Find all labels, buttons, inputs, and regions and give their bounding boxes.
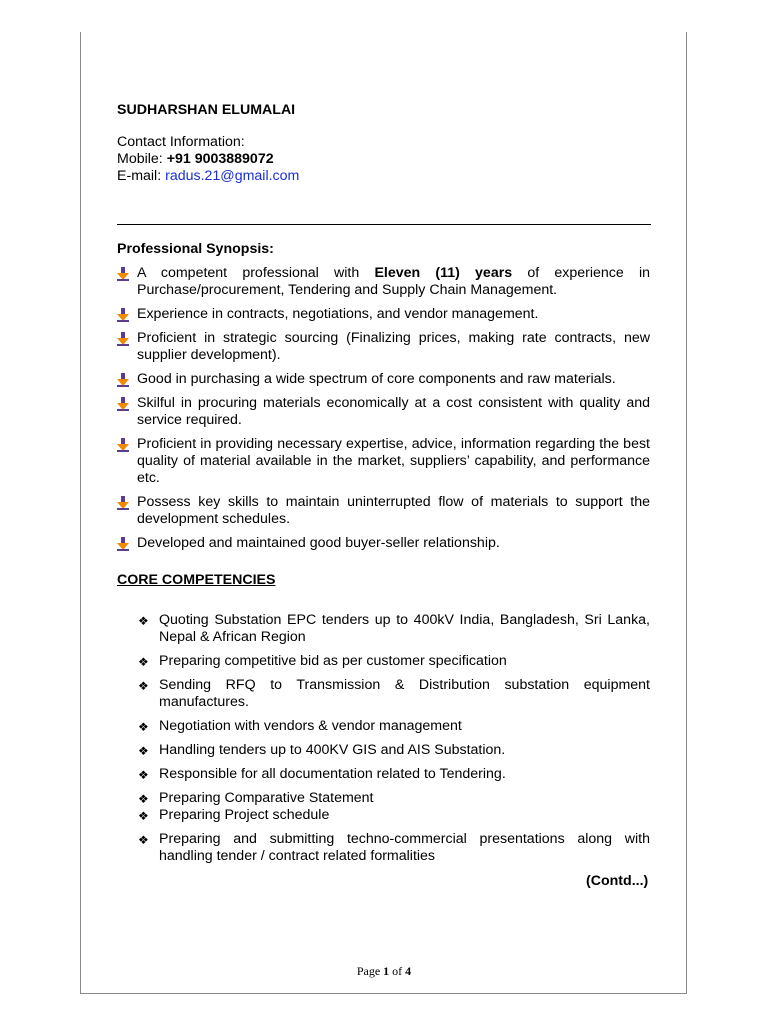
synopsis-text: Possess key skills to maintain uninterrupted flow of materials to support the development schedules. bbox=[137, 494, 650, 527]
synopsis-item bbox=[117, 265, 650, 299]
arrow-down-bullet-icon bbox=[117, 496, 129, 510]
email-line bbox=[117, 168, 299, 185]
synopsis-text: Experience in contracts, negotiations, and vendor management. bbox=[137, 306, 539, 322]
competency-item bbox=[138, 766, 650, 783]
synopsis-item bbox=[117, 535, 650, 552]
competency-text: Responsible for all documentation related to Tendering. bbox=[159, 766, 506, 782]
arrow-down-bullet-icon bbox=[117, 267, 129, 281]
arrow-down-bullet-icon bbox=[117, 397, 129, 411]
synopsis-text: Good in purchasing a wide spectrum of core components and raw materials. bbox=[137, 371, 616, 387]
diamond-bullet-icon: ❖ bbox=[138, 744, 149, 758]
footer-of-word: of bbox=[389, 964, 406, 978]
synopsis-text: Proficient in providing necessary expertise, advice, information regarding the best quality of material available in the market, suppliers’ capability, and performance etc. bbox=[137, 436, 650, 486]
arrow-down-bullet-icon bbox=[117, 373, 129, 387]
diamond-bullet-icon: ❖ bbox=[138, 833, 149, 847]
synopsis-emphasis: Eleven (11) years bbox=[374, 265, 513, 281]
synopsis-text: Developed and maintained good buyer-seller relationship. bbox=[137, 535, 500, 551]
contact-block bbox=[117, 134, 299, 185]
mobile-line bbox=[117, 151, 299, 168]
page-footer bbox=[0, 964, 768, 979]
competency-text: Quoting Substation EPC tenders up to 400kV India, Bangladesh, Sri Lanka, Nepal & African Region bbox=[159, 612, 650, 645]
competency-item bbox=[138, 790, 650, 807]
competency-text: Preparing competitive bid as per customer specification bbox=[159, 653, 507, 669]
competency-item bbox=[138, 742, 650, 759]
core-competencies-heading: CORE COMPETENCIES bbox=[117, 572, 276, 588]
synopsis-text: Skilful in procuring materials economically at a cost consistent with quality and service required. bbox=[137, 395, 650, 428]
mobile-label: Mobile: bbox=[117, 151, 167, 167]
synopsis-text: Proficient in strategic sourcing (Finalizing prices, making rate contracts, new supplier development). bbox=[137, 330, 650, 363]
arrow-down-bullet-icon bbox=[117, 332, 129, 346]
competency-text: Preparing Project schedule bbox=[159, 807, 330, 823]
diamond-bullet-icon: ❖ bbox=[138, 655, 149, 669]
arrow-down-bullet-icon bbox=[117, 308, 129, 322]
diamond-bullet-icon: ❖ bbox=[138, 792, 149, 806]
page-border-right bbox=[686, 32, 687, 994]
competency-text: Negotiation with vendors & vendor management bbox=[159, 718, 462, 734]
synopsis-item bbox=[117, 494, 650, 528]
arrow-down-bullet-icon bbox=[117, 438, 129, 452]
competency-item bbox=[138, 718, 650, 735]
synopsis-heading: Professional Synopsis: bbox=[117, 241, 274, 257]
continued-note: (Contd...) bbox=[586, 873, 649, 889]
page-border-left bbox=[80, 32, 81, 994]
core-competencies-list bbox=[138, 612, 650, 872]
diamond-bullet-icon: ❖ bbox=[138, 679, 149, 693]
competency-item bbox=[138, 653, 650, 670]
competency-text: Sending RFQ to Transmission & Distribution substation equipment manufactures. bbox=[159, 677, 650, 710]
email-label: E-mail: bbox=[117, 168, 166, 184]
horizontal-divider bbox=[117, 224, 651, 225]
email-link[interactable]: radus.21@gmail.com bbox=[165, 168, 300, 184]
diamond-bullet-icon: ❖ bbox=[138, 768, 149, 782]
competency-text: Preparing Comparative Statement bbox=[159, 790, 374, 806]
footer-page-number: 1 bbox=[383, 964, 390, 978]
page-border-bottom bbox=[80, 993, 687, 994]
competency-item bbox=[138, 807, 650, 824]
candidate-name: SUDHARSHAN ELUMALAI bbox=[117, 102, 296, 118]
synopsis-list bbox=[117, 265, 650, 559]
synopsis-item bbox=[117, 306, 650, 323]
synopsis-text: of experience in Purchase/procurement, Tendering and Supply Chain Management. bbox=[137, 265, 650, 298]
synopsis-item bbox=[117, 330, 650, 364]
diamond-bullet-icon: ❖ bbox=[138, 614, 149, 628]
footer-page-word: Page bbox=[356, 964, 384, 978]
synopsis-item bbox=[117, 395, 650, 429]
synopsis-item bbox=[117, 436, 650, 487]
diamond-bullet-icon: ❖ bbox=[138, 720, 149, 734]
competency-item bbox=[138, 677, 650, 711]
competency-text: Handling tenders up to 400KV GIS and AIS Substation. bbox=[159, 742, 506, 758]
diamond-bullet-icon: ❖ bbox=[138, 809, 149, 823]
mobile-number: +91 9003889072 bbox=[166, 151, 274, 167]
arrow-down-bullet-icon bbox=[117, 537, 129, 551]
competency-item bbox=[138, 612, 650, 646]
synopsis-item bbox=[117, 371, 650, 388]
synopsis-text: A competent professional with bbox=[137, 265, 375, 281]
competency-item bbox=[138, 831, 650, 865]
competency-text: Preparing and submitting techno-commercial presentations along with handling tender / contract related formalities bbox=[159, 831, 650, 864]
footer-page-total: 4 bbox=[405, 964, 412, 978]
contact-label: Contact Information: bbox=[117, 134, 245, 150]
